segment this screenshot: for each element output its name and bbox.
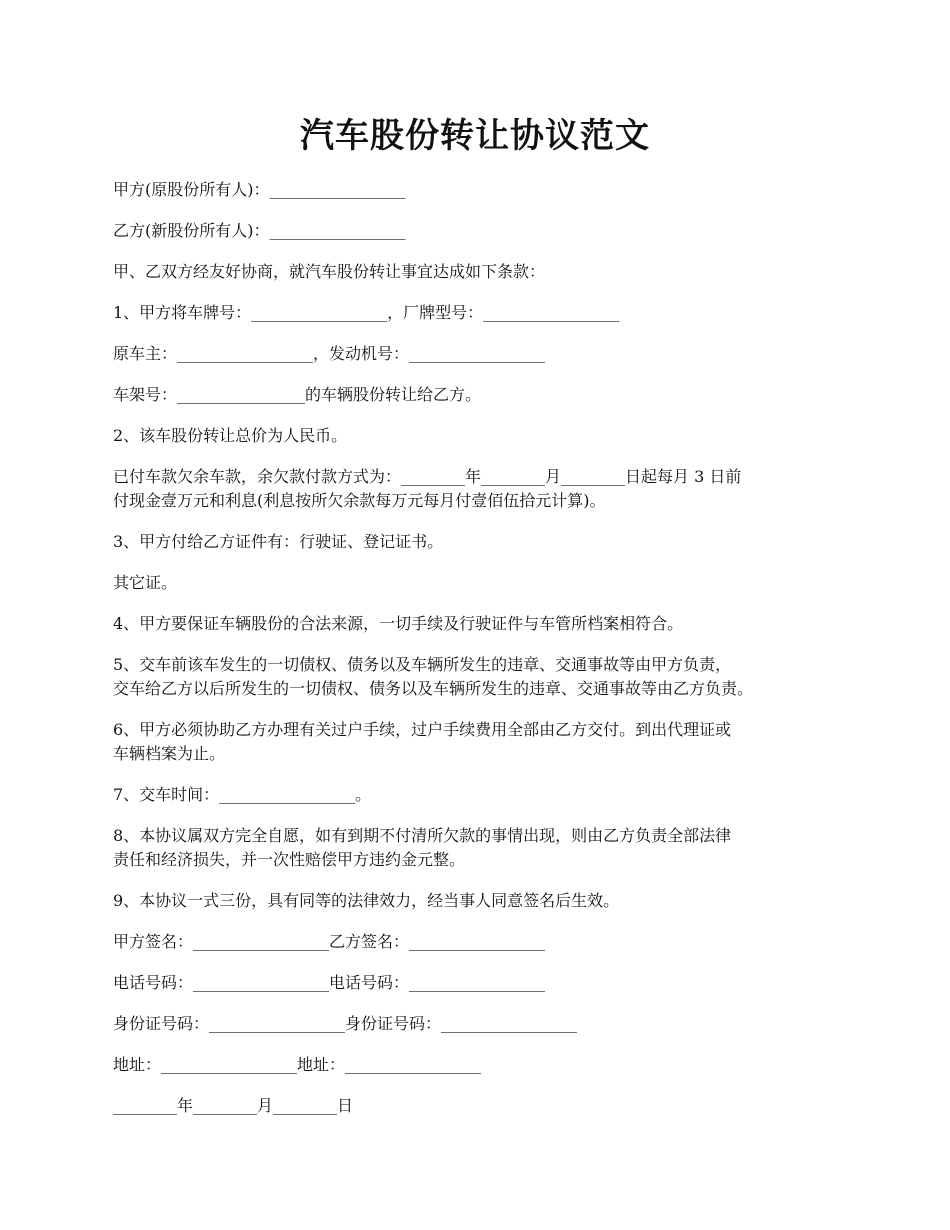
paragraph-line: 1、甲方将车牌号：_________________，厂牌型号：_________________ <box>113 303 620 322</box>
paragraph-11 <box>113 612 848 636</box>
paragraph-7 <box>113 424 848 448</box>
paragraph-line: 原车主：_________________，发动机号：_________________ <box>113 344 546 363</box>
paragraph-line: 7、交车时间：_________________。 <box>113 785 372 804</box>
paragraph-line: 电话号码：_________________电话号码：_________________ <box>113 973 546 992</box>
paragraph-line: 责任和经济损失，并一次性赔偿甲方违约金元整。 <box>113 850 466 869</box>
paragraph-18 <box>113 971 848 995</box>
paragraph-line: 8、本协议属双方完全自愿，如有到期不付清所欠款的事情出现，则由乙方负责全部法律 <box>113 826 732 845</box>
paragraph-line: 已付车款欠余车款，余欠款付款方式为：________年________月________日起每月 3 日前 <box>113 467 742 486</box>
paragraph-10 <box>113 571 848 595</box>
paragraph-line: 地址：_________________地址：_________________ <box>113 1055 482 1074</box>
paragraph-line: 其它证。 <box>113 573 178 592</box>
paragraph-5 <box>113 342 848 366</box>
paragraph-12 <box>113 653 848 701</box>
paragraph-line: ________年________月________日 <box>113 1096 354 1115</box>
paragraph-line: 甲、乙双方经友好协商，就汽车股份转让事宜达成如下条款： <box>113 262 546 281</box>
paragraph-line: 2、该车股份转让总价为人民币。 <box>113 426 348 445</box>
document-body <box>113 178 848 1135</box>
paragraph-line: 车架号：________________的车辆股份转让给乙方。 <box>113 385 482 404</box>
paragraph-line: 4、甲方要保证车辆股份的合法来源，一切手续及行驶证件与车管所档案相符合。 <box>113 614 684 633</box>
paragraph-17 <box>113 930 848 954</box>
paragraph-1 <box>113 178 848 202</box>
paragraph-15 <box>113 824 848 872</box>
paragraph-19 <box>113 1012 848 1036</box>
paragraph-8 <box>113 465 848 513</box>
paragraph-2 <box>113 219 848 243</box>
paragraph-14 <box>113 783 848 807</box>
paragraph-13 <box>113 718 848 766</box>
paragraph-line: 9、本协议一式三份，具有同等的法律效力，经当事人同意签名后生效。 <box>113 891 620 910</box>
paragraph-line: 3、甲方付给乙方证件有：行驶证、登记证书。 <box>113 532 444 551</box>
paragraph-4 <box>113 301 848 325</box>
paragraph-line: 身份证号码：_________________身份证号码：_________________ <box>113 1014 578 1033</box>
paragraph-line: 交车给乙方以后所发生的一切债权、债务以及车辆所发生的违章、交通事故等由乙方负责。 <box>113 679 754 698</box>
paragraph-16 <box>113 889 848 913</box>
paragraph-20 <box>113 1053 848 1077</box>
paragraph-21 <box>113 1094 848 1118</box>
paragraph-line: 6、甲方必须协助乙方办理有关过户手续，过户手续费用全部由乙方交付。到出代理证或 <box>113 720 732 739</box>
document-title: 汽车股份转让协议范文 <box>300 116 650 156</box>
paragraph-9 <box>113 530 848 554</box>
paragraph-line: 甲方签名：_________________乙方签名：_________________ <box>113 932 546 951</box>
paragraph-line: 5、交车前该车发生的一切债权、债务以及车辆所发生的违章、交通事故等由甲方负责， <box>113 655 732 674</box>
paragraph-6 <box>113 383 848 407</box>
paragraph-line: 甲方(原股份所有人)：_________________ <box>113 180 406 199</box>
paragraph-line: 付现金壹万元和利息(利息按所欠余款每万元每月付壹佰伍拾元计算)。 <box>113 491 606 510</box>
paragraph-line: 乙方(新股份所有人)：_________________ <box>113 221 406 240</box>
paragraph-3 <box>113 260 848 284</box>
paragraph-line: 车辆档案为止。 <box>113 744 226 763</box>
